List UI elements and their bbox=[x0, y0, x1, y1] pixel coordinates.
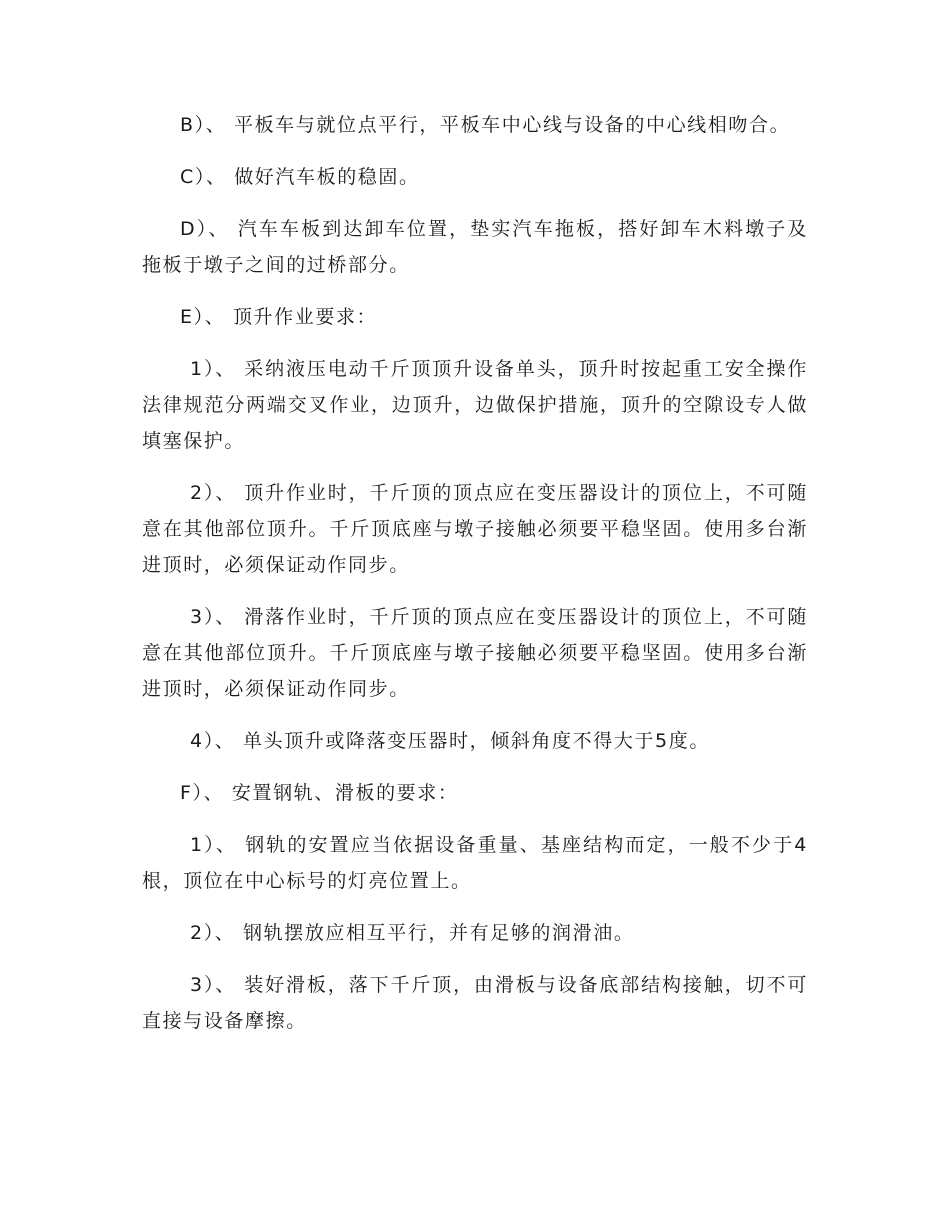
paragraph-e-3: 3）、 滑落作业时，千斤顶的顶点应在变压器设计的顶位上，不可随意在其他部位顶升。千斤顶底座与墩子接触必须要平稳坚固。使用多台渐进顶时，必须保证动作同步。 bbox=[142, 606, 808, 700]
paragraph-b: B）、 平板车与就位点平行，平板车中心线与设备的中心线相吻合。 bbox=[180, 114, 791, 136]
paragraph-f-1: 1）、 钢轨的安置应当依据设备重量、基座结构而定，一般不少于4根，顶位在中心标号的灯亮位置上。 bbox=[142, 834, 808, 892]
paragraph-f-2: 2）、 钢轨摆放应相互平行，并有足够的润滑油。 bbox=[190, 922, 635, 944]
paragraph-c: C）、 做好汽车板的稳固。 bbox=[180, 166, 420, 188]
paragraph-e-2: 2）、 顶升作业时，千斤顶的顶点应在变压器设计的顶位上，不可随意在其他部位顶升。千斤顶底座与墩子接触必须要平稳坚固。使用多台渐进顶时，必须保证动作同步。 bbox=[142, 482, 808, 576]
paragraph-e-4: 4）、 单头顶升或降落变压器时，倾斜角度不得大于5度。 bbox=[190, 730, 710, 752]
paragraph-d: D）、 汽车车板到达卸车位置，垫实汽车拖板，搭好卸车木料墩子及拖板于墩子之间的过桥部分。 bbox=[142, 218, 808, 276]
paragraph-f-3: 3）、 装好滑板，落下千斤顶，由滑板与设备底部结构接触，切不可直接与设备摩擦。 bbox=[142, 974, 808, 1032]
paragraph-e-1: 1）、 采纳液压电动千斤顶顶升设备单头，顶升时按起重工安全操作法律规范分两端交叉作业，边顶升，边做保护措施，顶升的空隙设专人做填塞保护。 bbox=[142, 358, 808, 452]
paragraph-f: F）、 安置钢轨、滑板的要求： bbox=[180, 782, 459, 804]
document-body bbox=[142, 107, 808, 1055]
paragraph-e: E）、 顶升作业要求： bbox=[180, 306, 378, 328]
